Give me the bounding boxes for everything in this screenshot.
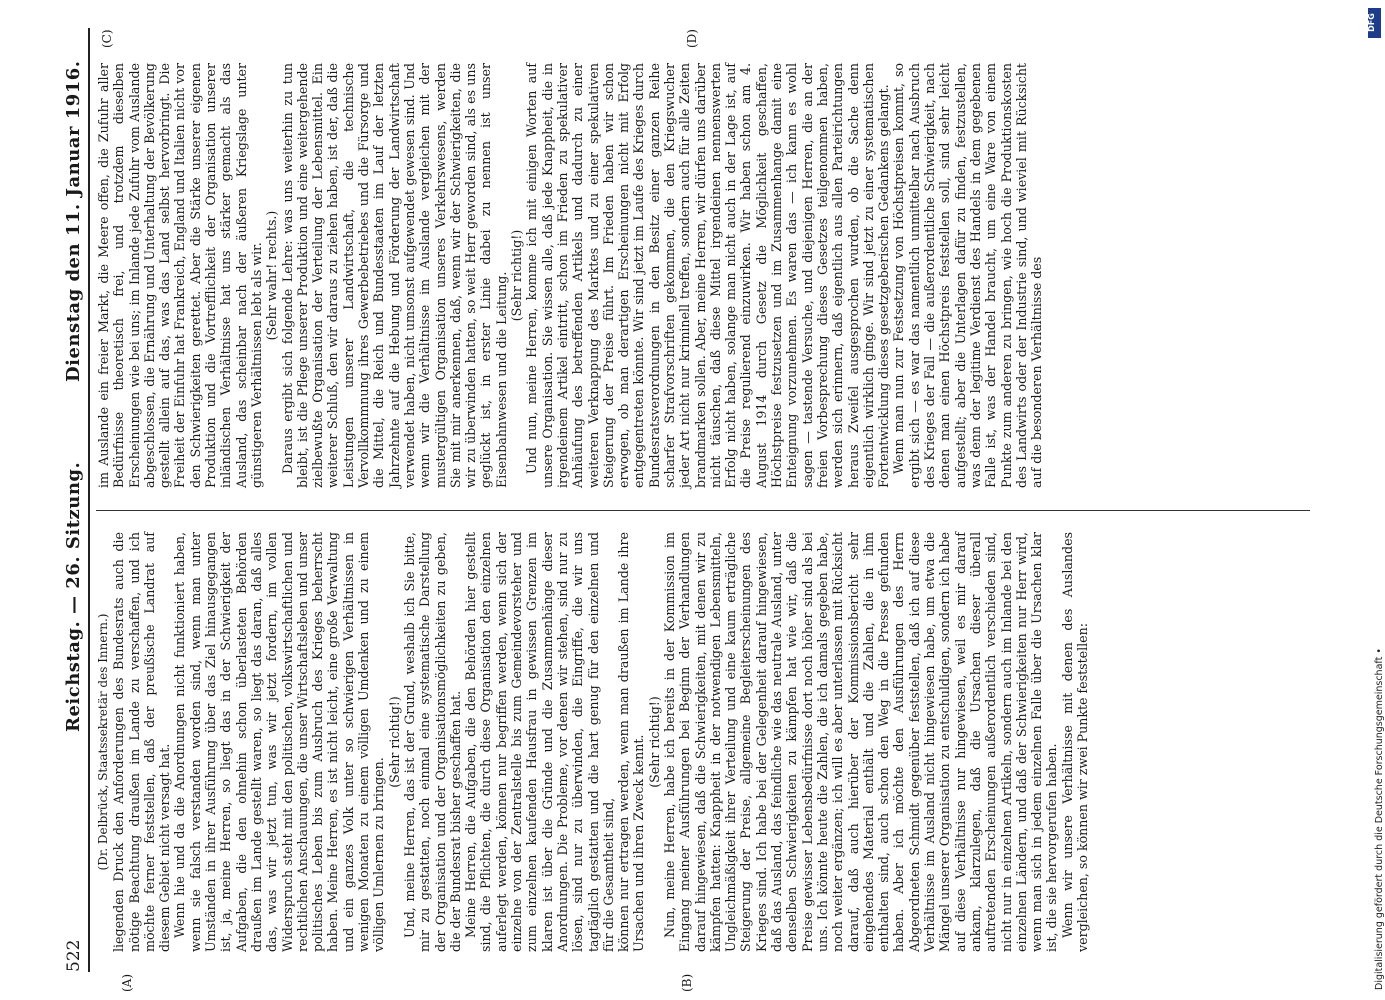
- paragraph: Und nun, meine Herren, komme ich mit einigen Worten auf unsere Organisation. Sie wissen alle, daß jede Knappheit, die in irgendeinem Artikel eintritt, schon im Frieden zu spekulativer Anhäufung des betreffenden Artikels und dadurch zu einer weiteren Verknappung des Marktes und zu einer spekulativen Steigerung der Preise führt. Im Frieden haben wir schon erwogen, ob man derartigen Erscheinungen nicht mit Erfolg entgegentreten könnte. Wir sind jetzt im Laufe des Krieges durch Bundesratsverordnungen in den Besitz einer ganzen Reihe scharfer Strafvorschriften gekommen, die den Kriegswucher jeder Art nicht nur kriminell treffen, sondern auch für alle Zeiten brandmarken sollen. Aber, meine Herren, wir dürfen uns darüber nicht täuschen, daß diese Mittel irgendeinen nennenswerten Erfolg nicht haben, solange man nicht auch in der Lage ist, auf die Preise regulierend einzuwirken. Wir haben schon am 4. August 1914 durch Gesetz die Möglichkeit geschaffen, Höchstpreise festzusetzen und im Zusammenhange damit eine Enteignung vorzunehmen. Es waren das — ich kann es wohl sagen — tastende Versuche, und diejenigen Herren, die an der freien Vorbesprechung dieses Gesetzes teilgenommen haben, werden sich erinnern, daß eigentlich aus allen Parteirichtungen heraus Zweifel ausgesprochen wurden, ob die Sache denn eigentlich wirklich ginge. Wir sind jetzt zu einer systematischen Fortentwicklung dieses gesetzgeberischen Gedankens gelangt.: [524, 63, 892, 488]
- dfg-logo: [1368, 8, 1381, 38]
- paragraph: können nur ertragen werden, wenn man draußen im Lande ihre Ursachen und ihren Zweck kennt.: [616, 532, 647, 952]
- margin-mark-b: (B): [680, 973, 694, 992]
- paragraph: Nun, meine Herren, habe ich bereits in der Kommission im Eingang meiner Ausführungen bei Beginn der Verhandlungen darauf hingewiesen, daß die Schwierigkeiten, mit denen wir zu kämpfen hatten: Knappheit in der notwendigen Lebensmitteln, Ungleichmäßigkeit ihrer Verteilung und eine kaum erträgliche Steigerung der Preise, allgemeine Begleiterscheinungen des Krieges sind. Ich habe bei der Gelegenheit darauf hingewiesen, daß das Ausland, das feindliche wie das neutrale Ausland, unter denselben Schwierigkeiten zu kämpfen hat wie wir, daß die Preise gewisser Lebensbedürfnisse dort noch höher sind als bei uns. Ich könnte heute die Zahlen, die ich damals gegeben habe, noch weiter ergänzen; ich will es aber unterlassen mit Rücksicht darauf, daß auch hierüber der Kommissionsbericht sehr eingehendes Material enthält und die Zahlen, die in ihm enthalten sind, auch schon den Weg in die Presse gefunden haben. Aber ich möchte den Ausführungen des Herrn Abgeordneten Schmidt gegenüber feststellen, daß ich auf diese Verhältnisse im Ausland nicht hingewiesen habe, um etwa die Mängel unserer Organisation zu entschuldigen, sondern ich habe auf diese Verhältnisse nur hingewiesen, weil es mir darauf ankam, klarzulegen, daß die Ursachen dieser überall auftretenden Erscheinungen außerordentlich verschieden sind, nicht nur in einzelnen Artikeln, sondern auch im Inlande bei den einzelnen Ländern, und daß der Schwierigkeiten nur Herr wird, wenn man sich in jedem einzelnen Falle über die Ursachen klar ist, die sie hervorgerufen haben.: [661, 532, 1060, 952]
- paragraph: Wenn wir unsere Verhältnisse mit denen des Auslandes vergleichen, so können wir zwei Punkte feststellen:: [1059, 532, 1090, 952]
- paragraph: Daraus ergibt sich folgende Lehre: was uns weiterhin zu tun bleibt, ist die Pflege unserer Produktion und eine weitergehende zielbewußte Organisation der Verteilung der Lebensmittel. Ein weiterer Schluß, den wir daraus zu ziehen haben, ist der, daß die Leistungen unserer Landwirtschaft, die technische Vervollkommnung ihres Gewerbebetriebes und die Fürsorge und die Mittel, die Reich und Bundesstaaten im Lauf der letzten Jahrzehnte auf die Hebung und Förderung der Landwirtschaft verwendet haben, nicht umsonst aufgewendet gewesen sind. Und wenn wir die Verhältnisse im Auslande vergleichen mit der mustergültigen Organisation unseres Verkehrswesens, werden Sie mit mir anerkennen, daß, wenn wir der Schwierigkeiten, die wir zu überwinden hatten, so weit Herr geworden sind, als es uns geglückt ist, in erster Linie dabei zu nennen ist unser Eisenbahnwesen und die Leitung.: [279, 63, 509, 488]
- margin-mark-c: (C): [100, 29, 114, 48]
- interjection: (Sehr richtig!): [646, 696, 662, 788]
- margin-mark-a: (A): [120, 973, 134, 992]
- paragraph: Wenn man nun zur Festsetzung von Höchstpreisen kommt, so ergibt sich — es war das namentlich unmittelbar nach Ausbruch des Krieges der Fall — die außerordentliche Schwierigkeit, nach denen man einen Höchstpreis feststellen soll, sind sehr leicht aufgestellt; aber die Unterlagen dafür zu finden, festzustellen, was denn der legitime Verdienst des Handels in dem gegebenen Falle ist, was der Handel braucht, um eine Ware von einem Punkte zum anderen zu bringen, wie hoch die Produktionskosten des Landwirts oder der Industrie sind, und wieviel mit Rücksicht auf die besonderen Verhältnisse des: [891, 63, 1045, 488]
- page-header: [58, 28, 90, 972]
- paragraph: im Auslande ein freier Markt, die Meere offen, die Zufuhr aller Bedürfnisse theoretisch frei, und trotzdem dieselben Erscheinungen wie bei uns; im Inlande jede Zufuhr vom Auslande abgeschlossen, die Ernährung und Unterhaltung der Bevölkerung gestellt allein auf das, was das Land selbst hervorbringt. Die Freiheit der Einfuhr hat Frankreich, England und Italien nicht vor den Schwierigkeiten gerettet. Aber die Stärke unserer eigenen Produktion und die Vortrefflichkeit der Organisation unserer inländischen Verhältnisse hat uns stärker gemacht als das Ausland, das scheinbar nach der äußeren Kriegslage unter günstigeren Verhältnissen lebt als wir.: [96, 63, 264, 488]
- paragraph: Wenn hie und da die Anordnungen nicht funktioniert haben, wenn sie falsch verstanden worden sind, wenn man unter Umständen in ihrer Ausführung über das Ziel hinausgegangen ist, ja, meine Herren, so liegt das in der Schwierigkeit der Aufgaben, die den ohnehin schon überlasteten Behörden draußen im Lande gestellt waren, so liegt das daran, daß alles das, was wir jetzt tun, was wir jetzt fordern, im vollen Widerspruch steht mit den politischen, volkswirtschaftlichen und rechtlichen Anschauungen, die unser Wirtschaftsleben und unser politisches Leben bis zum Ausbruch des Krieges beherrscht haben. Meine Herren, es ist nicht leicht, eine große Verwaltung und ein ganzes Volk unter so schwierigen Verhältnissen in wenigen Monaten zu einem völligen Umdenken und zu einem völligen Umlernen zu bringen.: [172, 532, 387, 952]
- session-date: Dienstag den 11. Januar 1916.: [63, 60, 84, 382]
- digitization-note: Digitalisierung gefördert durch die Deutsche Forschungsgemeinschaft •: [1374, 648, 1385, 990]
- paragraph: Meine Herren, die Aufgaben, die den Behörden hier gestellt sind, die Pflichten, die durch diese Organisation den einzelnen auferlegt werden, können nur begriffen werden, wenn sich der einzelne von der Zentralstelle bis zum Gemeindevorsteher und zum einzelnen kaufenden Hausfrau in gewissen Grenzen im klaren ist über die Gründe und die Zusammenhänge dieser Anordnungen. Die Probleme, vor denen wir stehen, sind nur zu lösen, sind nur zu überwinden, die Eingriffe, die wir uns tagtäglich gestatten und die hart genug für den einzelnen und für die Gesamtheit sind,: [463, 532, 616, 952]
- left-column: [96, 532, 1310, 952]
- session-title: Reichstag. — 26. Sitzung.: [63, 461, 84, 732]
- dfg-logo-text: DFG: [1366, 13, 1376, 32]
- speaker-line: (Dr. Delbrück, Staatssekretär des Innern.): [96, 613, 110, 871]
- page-number: 522: [64, 939, 84, 972]
- paragraph: liegenden Druck den Anforderungen des Bundesrats auch die nötige Beachtung draußen im Lande zu verschaffen, und ich möchte ferner feststellen, daß der preußische Landrat auf diesem Gebiet nicht versagt hat.: [111, 532, 173, 952]
- paragraph: Und, meine Herren, das ist der Grund, weshalb ich Sie bitte, mir zu gestatten, noch einmal eine systematische Darstellung der Organisation und der Organisationsmöglichkeiten zu geben, die der Bundesrat bisher geschaffen hat.: [401, 532, 463, 952]
- column-divider: [96, 510, 1310, 511]
- right-column: [96, 63, 1310, 488]
- interjection: (Sehr richtig!): [386, 696, 402, 788]
- interjection: (Sehr richtig!): [509, 229, 525, 322]
- margin-mark-d: (D): [685, 29, 699, 48]
- interjection: (Sehr wahr! rechts.): [264, 210, 280, 341]
